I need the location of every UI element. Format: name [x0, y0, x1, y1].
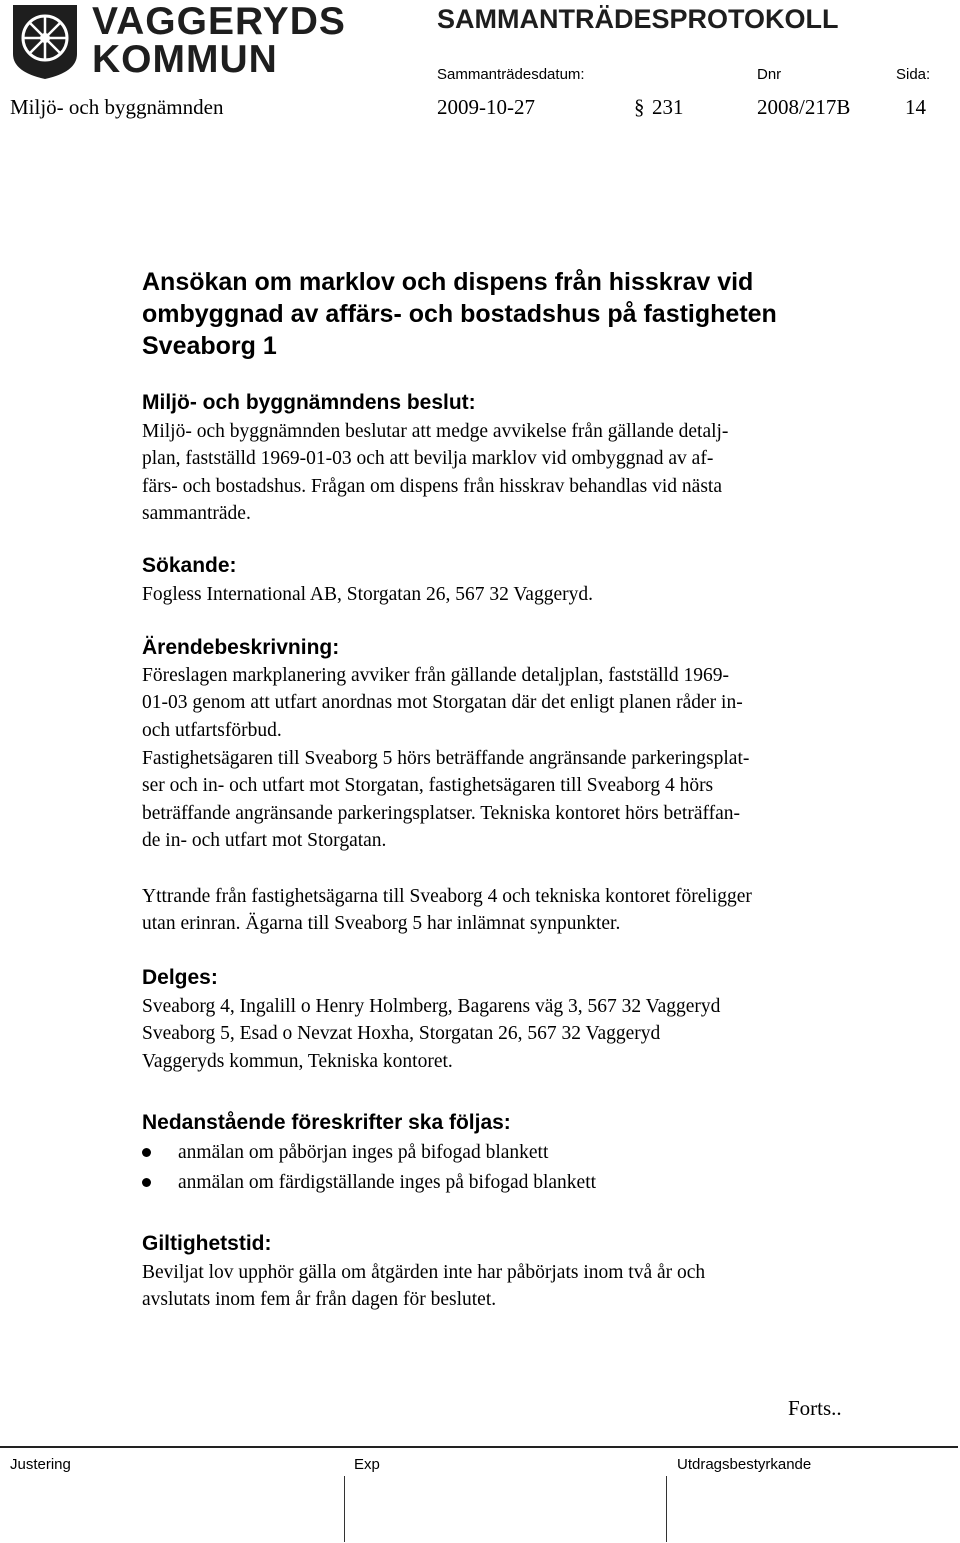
document-title: SAMMANTRÄDESPROTOKOLL [437, 4, 839, 34]
description-para2 [142, 745, 902, 855]
meeting-date: 2009-10-27 [437, 95, 535, 119]
certified-label: Utdragsbestyrkande [677, 1456, 812, 1473]
list-item-text: anmälan om påbörjan inges på bifogad blankett [178, 1142, 549, 1163]
regulations-list [142, 1138, 596, 1197]
list-item [142, 1168, 596, 1198]
coat-of-arms-icon [10, 2, 80, 80]
adjustment-label: Justering [10, 1456, 71, 1473]
text-line: ser och in- och utfart mot Storgatan, fastighetsägaren till Sveaborg 4 hörs [142, 775, 714, 797]
municipality-logo [10, 0, 346, 82]
recipient-line: Sveaborg 4, Ingalill o Henry Holmberg, Bagarens väg 3, 567 32 Vaggeryd [142, 996, 721, 1017]
text-line: 01-03 genom att utfart anordnas mot Storgatan där det enligt planen råder in- [142, 692, 743, 714]
applicant-text [142, 581, 902, 608]
applicant-heading: Sökande: [142, 554, 237, 577]
dnr-value: 2008/217B [757, 95, 851, 119]
text-line: Miljö- och byggnämnden beslutar att medge avvikelse från gällande detalj- [142, 421, 729, 442]
case-title-line: ombyggnad av affärs- och bostadshus på fastigheten [142, 300, 777, 328]
text-line: de in- och utfart mot Storgatan. [142, 830, 387, 852]
text-line: och utfartsförbud. [142, 719, 282, 741]
page-number: 14 [905, 95, 926, 119]
list-item [142, 1138, 596, 1168]
validity-text [142, 1259, 902, 1314]
bullet-icon [142, 1148, 151, 1157]
meeting-date-label: Sammanträdesdatum: [437, 66, 585, 83]
text-line: plan, fastställd 1969-01-03 och att bevilja marklov vid ombyggnad av af- [142, 448, 714, 470]
text-line: Fastighetsägaren till Sveaborg 5 hörs beträffande angränsande parkeringsplat- [142, 748, 750, 769]
section-symbol: § [634, 95, 645, 119]
org-name-line1: VAGGERYDS [92, 0, 346, 43]
exp-label: Exp [354, 1456, 380, 1473]
description-para3 [142, 883, 902, 938]
text-line: Beviljat lov upphör gälla om åtgärden inte har påbörjats inom två år och [142, 1262, 706, 1283]
decision-text [142, 418, 902, 528]
text-line: utan erinran. Ägarna till Sveaborg 5 har inlämnat synpunkter. [142, 913, 621, 935]
signature-box-divider [666, 1476, 667, 1542]
recipient-line: Vaggeryds kommun, Tekniska kontoret. [142, 1050, 453, 1072]
validity-heading: Giltighetstid: [142, 1232, 272, 1255]
text-line: Föreslagen markplanering avviker från gällande detaljplan, fastställd 1969- [142, 665, 729, 686]
dnr-label: Dnr [757, 66, 782, 83]
case-title-line: Sveaborg 1 [142, 332, 277, 360]
text-line: sammanträde. [142, 503, 251, 525]
text-line: avslutats inom fem år från dagen för beslutet. [142, 1289, 497, 1311]
description-para1 [142, 662, 902, 744]
committee-name: Miljö- och byggnämnden [10, 95, 224, 119]
page-label: Sida: [896, 66, 931, 83]
signature-box-divider [344, 1476, 345, 1542]
regulations-heading: Nedanstående föreskrifter ska följas: [142, 1111, 511, 1134]
footer-divider [0, 1446, 958, 1448]
recipient-line: Sveaborg 5, Esad o Nevzat Hoxha, Storgatan 26, 567 32 Vaggeryd [142, 1023, 661, 1045]
list-item-text: anmälan om färdigställande inges på bifogad blankett [178, 1171, 597, 1193]
decision-heading: Miljö- och byggnämndens beslut: [142, 391, 476, 414]
continued-marker: Forts.. [788, 1396, 842, 1420]
text-line: färs- och bostadshus. Frågan om dispens från hisskrav behandlas vid nästa [142, 475, 723, 497]
text-line: Yttrande från fastighetsägarna till Sveaborg 4 och tekniska kontoret föreligger [142, 886, 752, 907]
case-title [142, 266, 902, 362]
bullet-icon [142, 1178, 151, 1187]
section-number: 231 [652, 95, 684, 119]
org-name-line2: KOMMUN [92, 38, 278, 81]
case-title-line: Ansökan om marklov och dispens från hisskrav vid [142, 268, 754, 296]
distribution-list [142, 993, 902, 1075]
text-line: beträffande angränsande parkeringsplatser. Tekniska kontoret hörs beträffan- [142, 802, 741, 824]
text-line: Fogless International AB, Storgatan 26, 567 32 Vaggeryd. [142, 584, 593, 605]
distribution-heading: Delges: [142, 966, 218, 989]
description-heading: Ärendebeskrivning: [142, 636, 340, 659]
